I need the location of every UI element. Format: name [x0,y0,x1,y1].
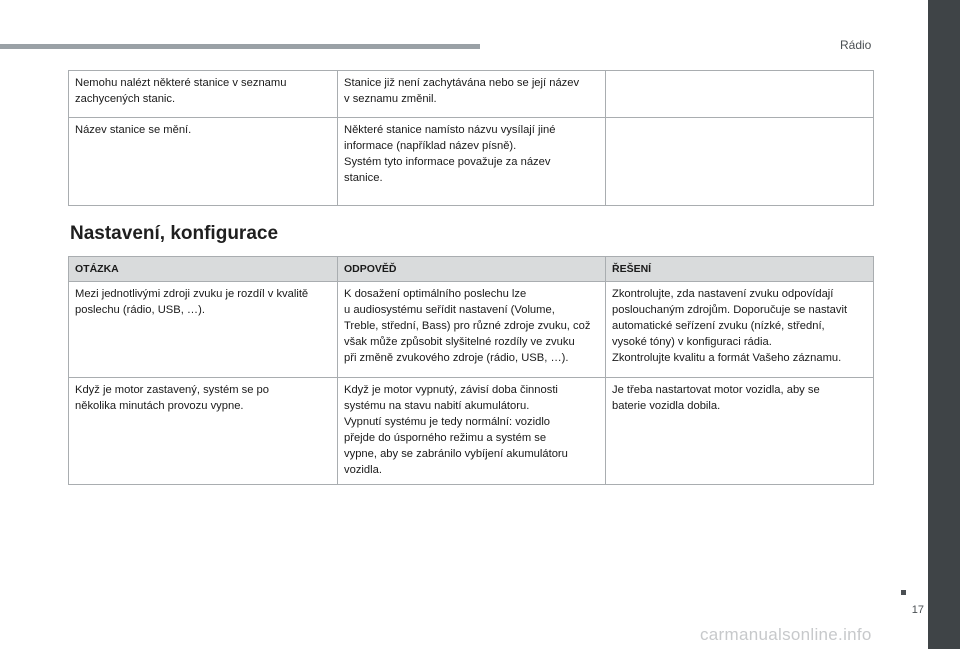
solution-cell [606,118,874,206]
page-marker [901,590,906,595]
question-cell: Nemohu nalézt některé stanice v seznamu zachycených stanic. [69,71,338,118]
table-header-row [69,257,874,282]
answer-cell: K dosažení optimálního poslechu lze u audiosystému seřídit nastavení (Volume, Treble, střední, Bass) pro různé zdroje zvuku, což však může způsobit slyšitelné rozdíly ve zvuku při změně zvukového zdroje (rádio, USB, …). [338,282,606,378]
page-number: 17 [911,604,924,616]
section-heading: Nastavení, konfigurace [70,223,279,244]
troubleshooting-table-continued [68,70,874,206]
answer-cell: Když je motor vypnutý, závisí doba činnosti systému na stavu nabití akumulátoru. Vypnutí systému je tedy normální: vozidlo přejde do úsporného režimu a systém se vypne, aby se zabránilo vybíjení akumulátoru vozidla. [338,378,606,485]
answer-cell: Některé stanice namísto názvu vysílají jiné informace (například název písně). Systém tyto informace považuje za název stanice. [338,118,606,206]
answer-cell: Stanice již není zachytávána nebo se její název v seznamu změnil. [338,71,606,118]
column-header-solution: ŘEŠENÍ [606,257,874,282]
table-row [69,378,874,485]
question-cell: Když je motor zastavený, systém se po několika minutách provozu vypne. [69,378,338,485]
table-row [69,282,874,378]
solution-cell [606,71,874,118]
section-title: Rádio [840,38,872,52]
column-header-question: OTÁZKA [69,257,338,282]
question-cell: Mezi jednotlivými zdroji zvuku je rozdíl v kvalitě poslechu (rádio, USB, …). [69,282,338,378]
watermark: carmanualsonline.info [700,625,872,644]
solution-cell: Je třeba nastartovat motor vozidla, aby se baterie vozidla dobila. [606,378,874,485]
top-rule [0,44,480,49]
question-cell: Název stanice se mění. [69,118,338,206]
solution-cell: Zkontrolujte, zda nastavení zvuku odpovídají poslouchaným zdrojům. Doporučuje se nastavit automatické seřízení zvuku (nízké, střední, vysoké tóny) v konfiguraci rádia. Zkontrolujte kvalitu a formát Vašeho záznamu. [606,282,874,378]
right-side-bar [928,0,960,649]
table-row [69,71,874,118]
table-row [69,118,874,206]
column-header-answer: ODPOVĚĎ [338,257,606,282]
settings-faq-table [68,256,874,485]
